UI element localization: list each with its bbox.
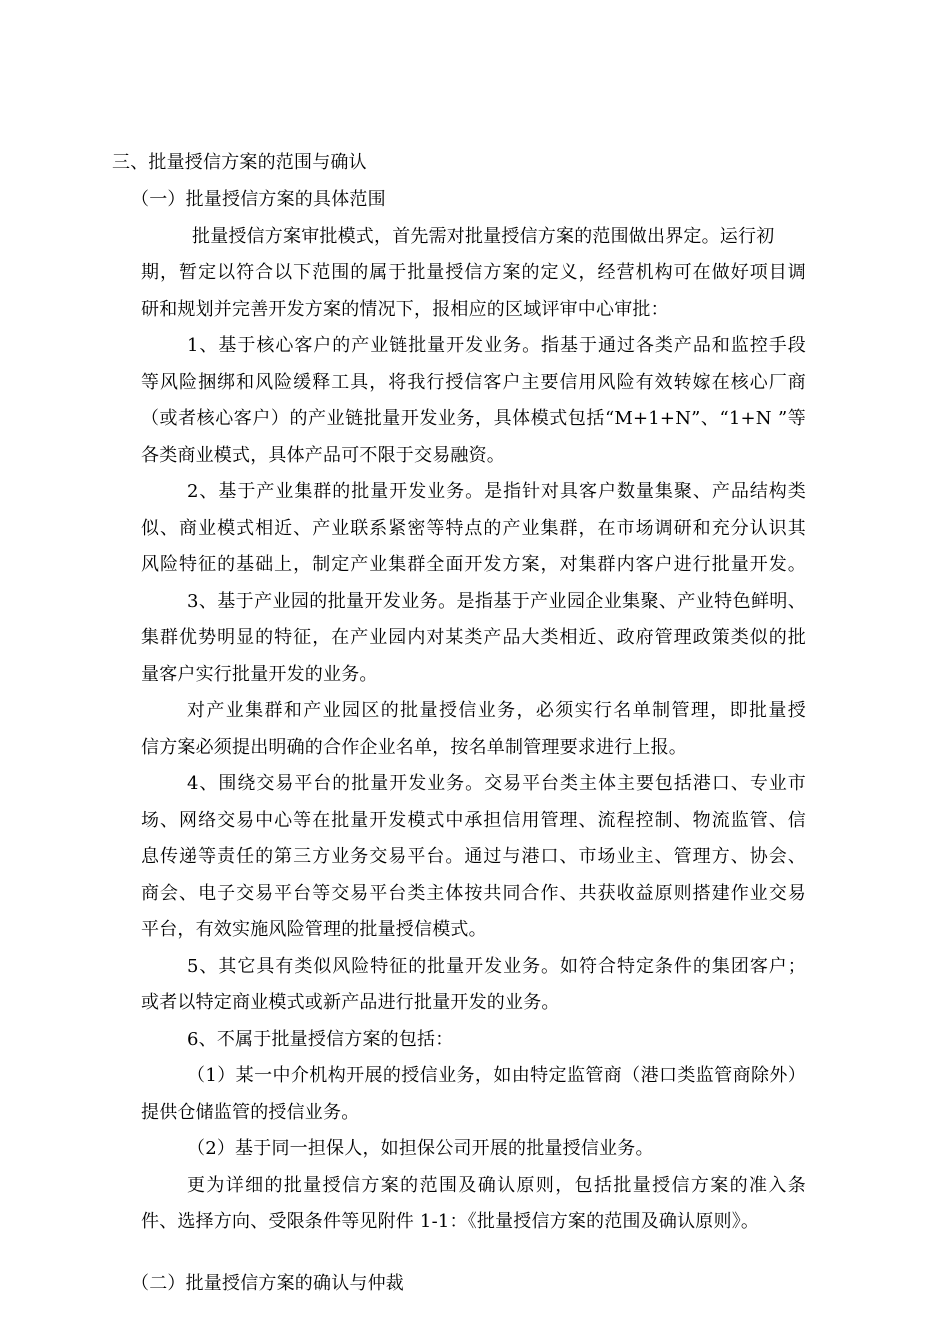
paragraph-line: 件、选择方向、受限条件等见附件 1-1：《批量授信方案的范围及确认原则》。 <box>141 1211 760 1232</box>
paragraph-line: （2）基于同一担保人，如担保公司开展的批量授信业务。 <box>187 1138 654 1159</box>
paragraph-line: 3、基于产业园的批量开发业务。是指基于产业园企业集聚、产业特色鲜明、 <box>187 591 806 612</box>
subsection-title-scope: （一）批量授信方案的具体范围 <box>131 189 386 210</box>
paragraph-line: 场、网络交易中心等在批量开发模式中承担信用管理、流程控制、物流监管、信 <box>141 810 806 831</box>
paragraph-line: 提供仓储监管的授信业务。 <box>141 1102 360 1123</box>
paragraph-line: 期，暂定以符合以下范围的属于批量授信方案的定义，经营机构可在做好项目调 <box>141 262 806 283</box>
paragraph-line: 商会、电子交易平台等交易平台类主体按共同合作、共获收益原则搭建作业交易 <box>141 883 806 904</box>
paragraph-line: 平台，有效实施风险管理的批量授信模式。 <box>141 919 487 940</box>
paragraph-line: （1）某一中介机构开展的授信业务，如由特定监管商（港口类监管商除外） <box>187 1065 806 1086</box>
paragraph-line: 6、不属于批量授信方案的包括： <box>187 1029 454 1050</box>
paragraph-line: 4、围绕交易平台的批量开发业务。交易平台类主体主要包括港口、专业市 <box>187 773 806 794</box>
paragraph-line: 似、商业模式相近、产业联系紧密等特点的产业集群，在市场调研和充分认识其 <box>141 518 806 539</box>
paragraph-line: 批量授信方案审批模式，首先需对批量授信方案的范围做出界定。运行初 <box>192 226 775 247</box>
paragraph-line: （或者核心客户）的产业链批量开发业务，具体模式包括“M+1+N”、“1+N ”等 <box>141 408 806 429</box>
paragraph-line: 更为详细的批量授信方案的范围及确认原则，包括批量授信方案的准入条 <box>187 1175 806 1196</box>
section-title: 三、批量授信方案的范围与确认 <box>112 152 367 173</box>
paragraph-line: 等风险捆绑和风险缓释工具，将我行授信客户主要信用风险有效转嫁在核心厂商 <box>141 372 806 393</box>
paragraph-line: 信方案必须提出明确的合作企业名单，按名单制管理要求进行上报。 <box>141 737 687 758</box>
paragraph-line: 对产业集群和产业园区的批量授信业务，必须实行名单制管理，即批量授 <box>187 700 806 721</box>
paragraph-line: 2、基于产业集群的批量开发业务。是指针对具客户数量集聚、产品结构类 <box>187 481 806 502</box>
paragraph-line: 集群优势明显的特征，在产业园内对某类产品大类相近、政府管理政策类似的批 <box>141 627 806 648</box>
subsection-title-confirmation: （二）批量授信方案的确认与仲裁 <box>131 1273 404 1294</box>
paragraph-line: 风险特征的基础上，制定产业集群全面开发方案，对集群内客户进行批量开发。 <box>141 554 806 575</box>
paragraph-line: 各类商业模式，具体产品可不限于交易融资。 <box>141 445 505 466</box>
paragraph-line: 或者以特定商业模式或新产品进行批量开发的业务。 <box>141 992 560 1013</box>
paragraph-line: 5、其它具有类似风险特征的批量开发业务。如符合特定条件的集团客户； <box>187 956 806 977</box>
paragraph-line: 研和规划并完善开发方案的情况下，报相应的区域评审中心审批： <box>141 299 669 320</box>
paragraph-line: 1、基于核心客户的产业链批量开发业务。指基于通过各类产品和监控手段 <box>187 335 806 356</box>
paragraph-line: 量客户实行批量开发的业务。 <box>141 664 378 685</box>
paragraph-line: 息传递等责任的第三方业务交易平台。通过与港口、市场业主、管理方、协会、 <box>141 846 806 867</box>
